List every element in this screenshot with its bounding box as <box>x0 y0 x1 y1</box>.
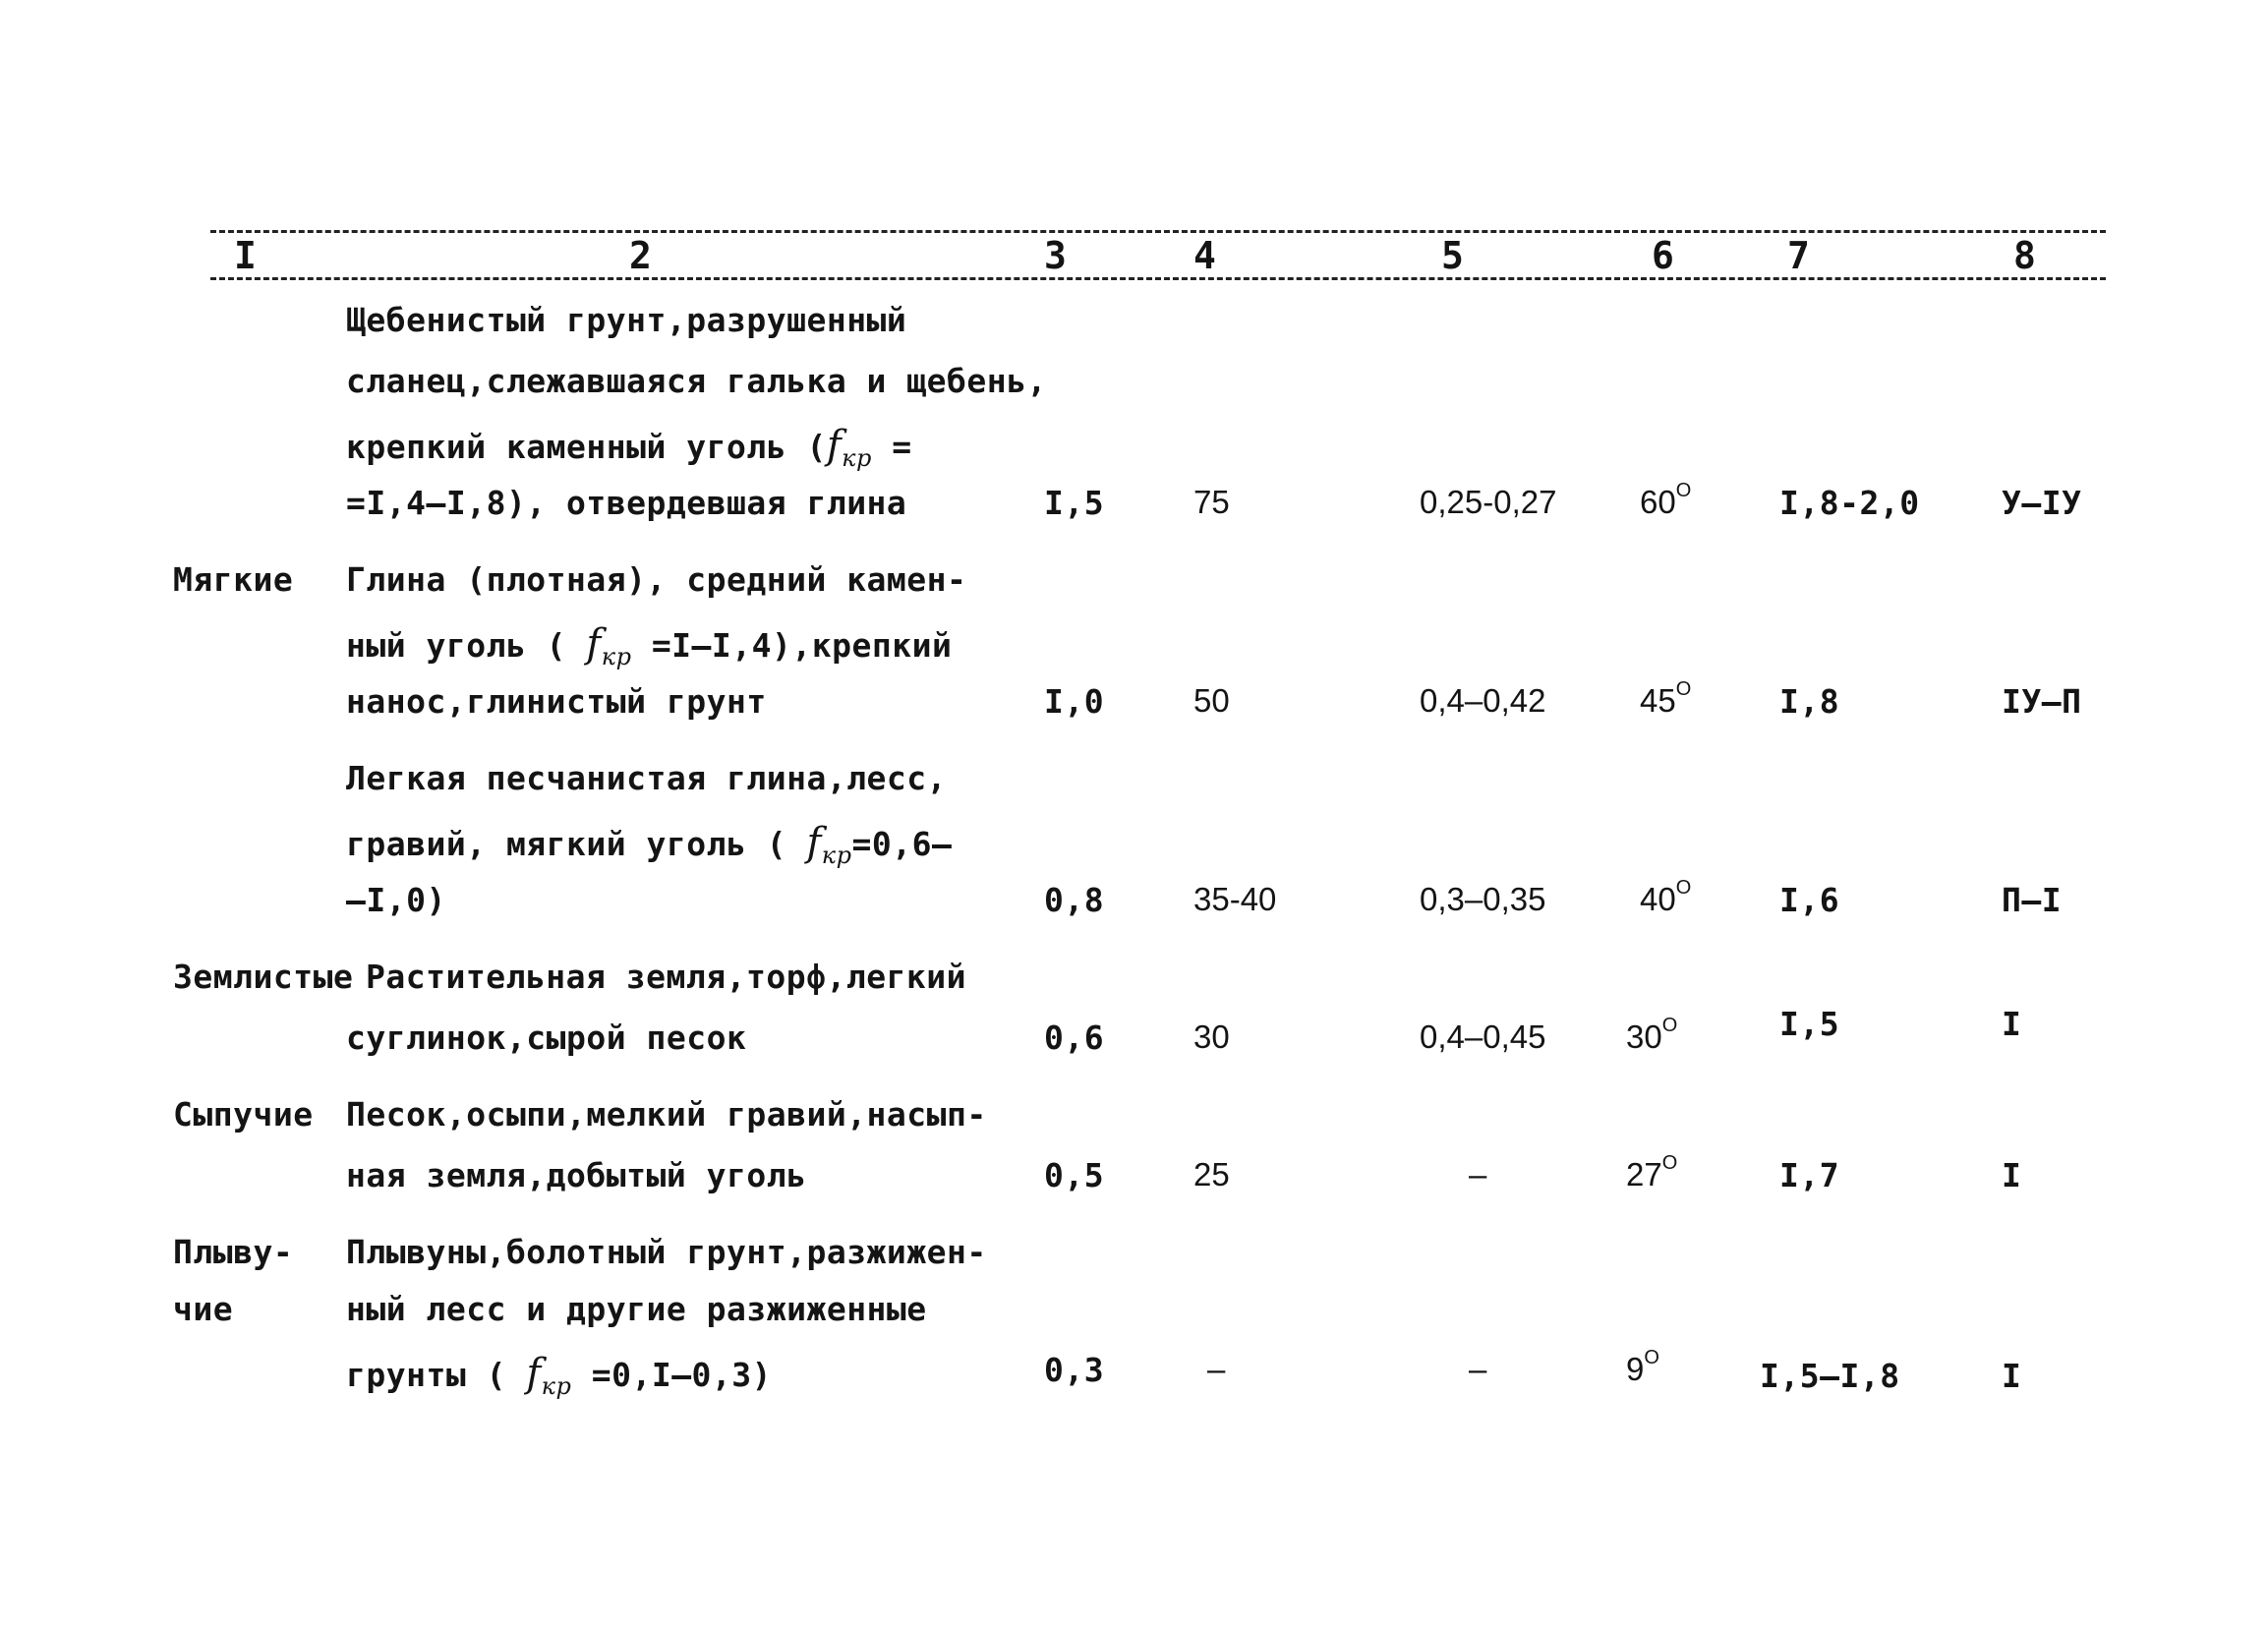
row6-desc-line3: грунты ( $f_{кр} =0,I-0,3$) <box>346 1351 773 1400</box>
row2-c4: 50 <box>1193 682 1230 719</box>
row2-c7: I,8 <box>1779 682 1840 721</box>
header-rule-bottom <box>210 277 2106 280</box>
col-header-4: 4 <box>1193 234 1216 277</box>
row3-c3: 0,8 <box>1044 881 1105 919</box>
row3-desc-line2: гравий, мягкий уголь ( $f_{кр}=0,6-$ <box>346 820 953 869</box>
row4-desc-line2: суглинок,сырой песок <box>346 1018 747 1057</box>
row5-category: Сыпучие <box>173 1095 314 1134</box>
row1-c4: 75 <box>1193 484 1230 520</box>
row5-c7: I,7 <box>1779 1156 1840 1194</box>
row6-c8: I <box>2002 1357 2022 1395</box>
row6-category-line2: чие <box>173 1290 234 1328</box>
row6-desc-line1: Плывуны,болотный грунт,разжижен- <box>346 1233 987 1271</box>
row1-desc-line3: крепкий каменный уголь ($f_{кр}$ = <box>346 423 912 472</box>
row5-c3: 0,5 <box>1044 1156 1105 1194</box>
row5-c5: – <box>1469 1156 1487 1193</box>
row6-c6: $9^O$ <box>1626 1347 1659 1387</box>
row2-c8: IУ–П <box>2002 682 2082 721</box>
header-rule-top <box>210 230 2106 233</box>
row6-c7: I,5–I,8 <box>1760 1357 1900 1395</box>
row4-c4: 30 <box>1193 1018 1230 1055</box>
row3-desc-line1: Легкая песчанистая глина,лесс, <box>346 759 948 797</box>
col-header-5: 5 <box>1441 234 1464 277</box>
row1-c7: I,8-2,0 <box>1779 484 1920 522</box>
row4-c3: 0,6 <box>1044 1018 1105 1057</box>
row6-c3: 0,3 <box>1044 1351 1105 1389</box>
row5-desc-line1: Песок,осыпи,мелкий гравий,насып- <box>346 1095 987 1134</box>
row1-c8: У–IУ <box>2002 484 2082 522</box>
row6-desc-line2: ный лесс и другие разжиженные <box>346 1290 927 1328</box>
row4-c7: I,5 <box>1779 1005 1840 1043</box>
row2-c6: $45^O$ <box>1640 678 1692 719</box>
row2-c5: 0,4–0,42 <box>1420 682 1546 719</box>
col-header-7: 7 <box>1787 234 1810 277</box>
row2-desc-line2: ный уголь ( $f_{кр}$ =I–I,4),крепкий <box>346 621 953 670</box>
row4-category: Землистые <box>173 958 354 996</box>
row1-desc-line4: =I,4–I,8), отвердевшая глина <box>346 484 907 522</box>
row6-c4: – <box>1207 1351 1226 1387</box>
row4-c8: I <box>2002 1005 2022 1043</box>
row3-c7: I,6 <box>1779 881 1840 919</box>
col-header-8: 8 <box>2013 234 2036 277</box>
row1-desc-line1: Щебенистый грунт,разрушенный <box>346 301 907 339</box>
row1-c3: I,5 <box>1044 484 1105 522</box>
row2-c3: I,0 <box>1044 682 1105 721</box>
row6-c5: – <box>1469 1351 1487 1387</box>
row3-c5: 0,3–0,35 <box>1420 881 1546 917</box>
row4-c5: 0,4–0,45 <box>1420 1018 1546 1055</box>
row5-desc-line2: ная земля,добытый уголь <box>346 1156 807 1194</box>
f-kr-symbol: f <box>826 423 843 468</box>
row6-category-line1: Плыву- <box>173 1233 294 1271</box>
row3-c6: $40^O$ <box>1640 877 1692 917</box>
col-header-2: 2 <box>629 234 652 277</box>
row2-desc-line3: нанос,глинистый грунт <box>346 682 767 721</box>
row4-c6: $30^O$ <box>1626 1015 1678 1055</box>
row3-c8: П–I <box>2002 881 2063 919</box>
row1-c6: $60^O$ <box>1640 480 1692 520</box>
row2-desc-line1: Глина (плотная), средний камен- <box>346 560 967 599</box>
row5-c4: 25 <box>1193 1156 1230 1193</box>
row5-c8: I <box>2002 1156 2022 1194</box>
row5-c6: $27^O$ <box>1626 1152 1678 1193</box>
col-header-1: I <box>234 234 257 277</box>
col-header-6: 6 <box>1652 234 1674 277</box>
row3-c4: 35-40 <box>1193 881 1277 917</box>
row1-c5: 0,25-0,27 <box>1420 484 1557 520</box>
row4-desc-line1: Растительная земля,торф,легкий <box>366 958 967 996</box>
row1-desc-line2: сланец,слежавшаяся галька и щебень, <box>346 362 1047 400</box>
row3-desc-line3: –I,0) <box>346 881 446 919</box>
row2-category: Мягкие <box>173 560 294 599</box>
col-header-3: 3 <box>1044 234 1067 277</box>
